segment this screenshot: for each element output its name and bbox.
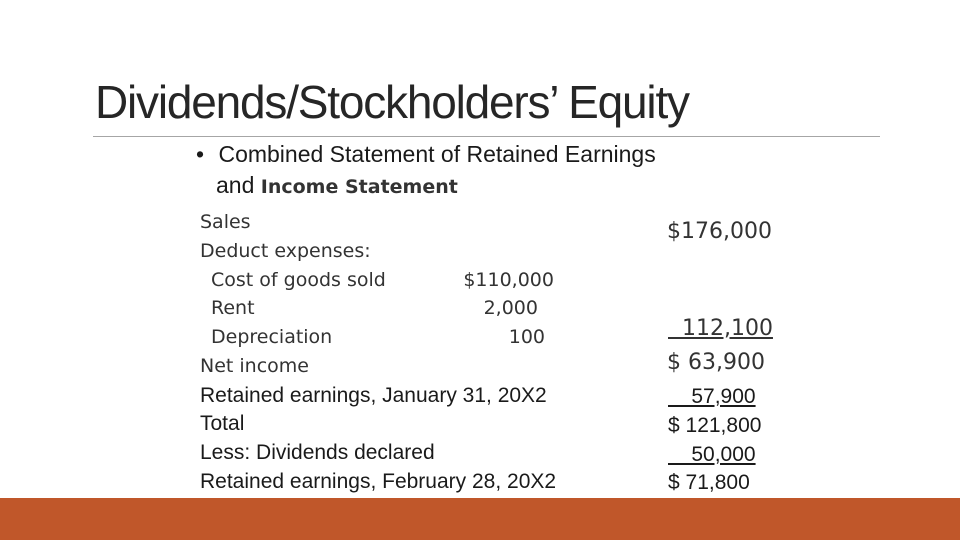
total-amount: $ 121,800: [668, 414, 762, 437]
net-income-total: $ 63,900: [667, 350, 765, 375]
dividends-amount: 50,000: [668, 443, 756, 466]
re-begin-total: 57,900: [668, 385, 756, 408]
depreciation-amount: 100: [508, 326, 545, 348]
bullet-marker: •: [196, 141, 205, 167]
cogs-label: Cost of goods sold: [211, 269, 386, 291]
bullet-line-1: [196, 140, 656, 168]
title-divider: [93, 136, 880, 137]
depreciation-label: Depreciation: [211, 326, 333, 348]
sales-label: Sales: [200, 211, 251, 233]
dividends-label: Less: Dividends declared: [200, 441, 435, 464]
re-begin-label: Retained earnings, January 31, 20X2: [200, 384, 547, 407]
bullet-text-2-bold: Income Statement: [260, 176, 458, 198]
rent-amount: 2,000: [483, 297, 538, 319]
expenses-total: 112,100: [668, 316, 773, 341]
net-income-label: Net income: [200, 355, 309, 377]
rent-label: Rent: [211, 297, 255, 319]
footer-bar: [0, 498, 960, 540]
bullet-text-1: Combined Statement of Retained Earnings: [218, 141, 656, 167]
sales-total: $176,000: [667, 219, 772, 244]
re-end-total: $ 71,800: [668, 471, 750, 494]
bullet-line-2: [216, 171, 458, 201]
cogs-amount: $110,000: [463, 269, 554, 291]
total-label: Total: [200, 412, 245, 435]
slide-title: Dividends/Stockholders’ Equity: [95, 76, 689, 128]
re-end-label: Retained earnings, February 28, 20X2: [200, 470, 557, 493]
deduct-expenses-label: Deduct expenses:: [200, 240, 371, 262]
bullet-text-2-prefix: and: [216, 172, 261, 198]
